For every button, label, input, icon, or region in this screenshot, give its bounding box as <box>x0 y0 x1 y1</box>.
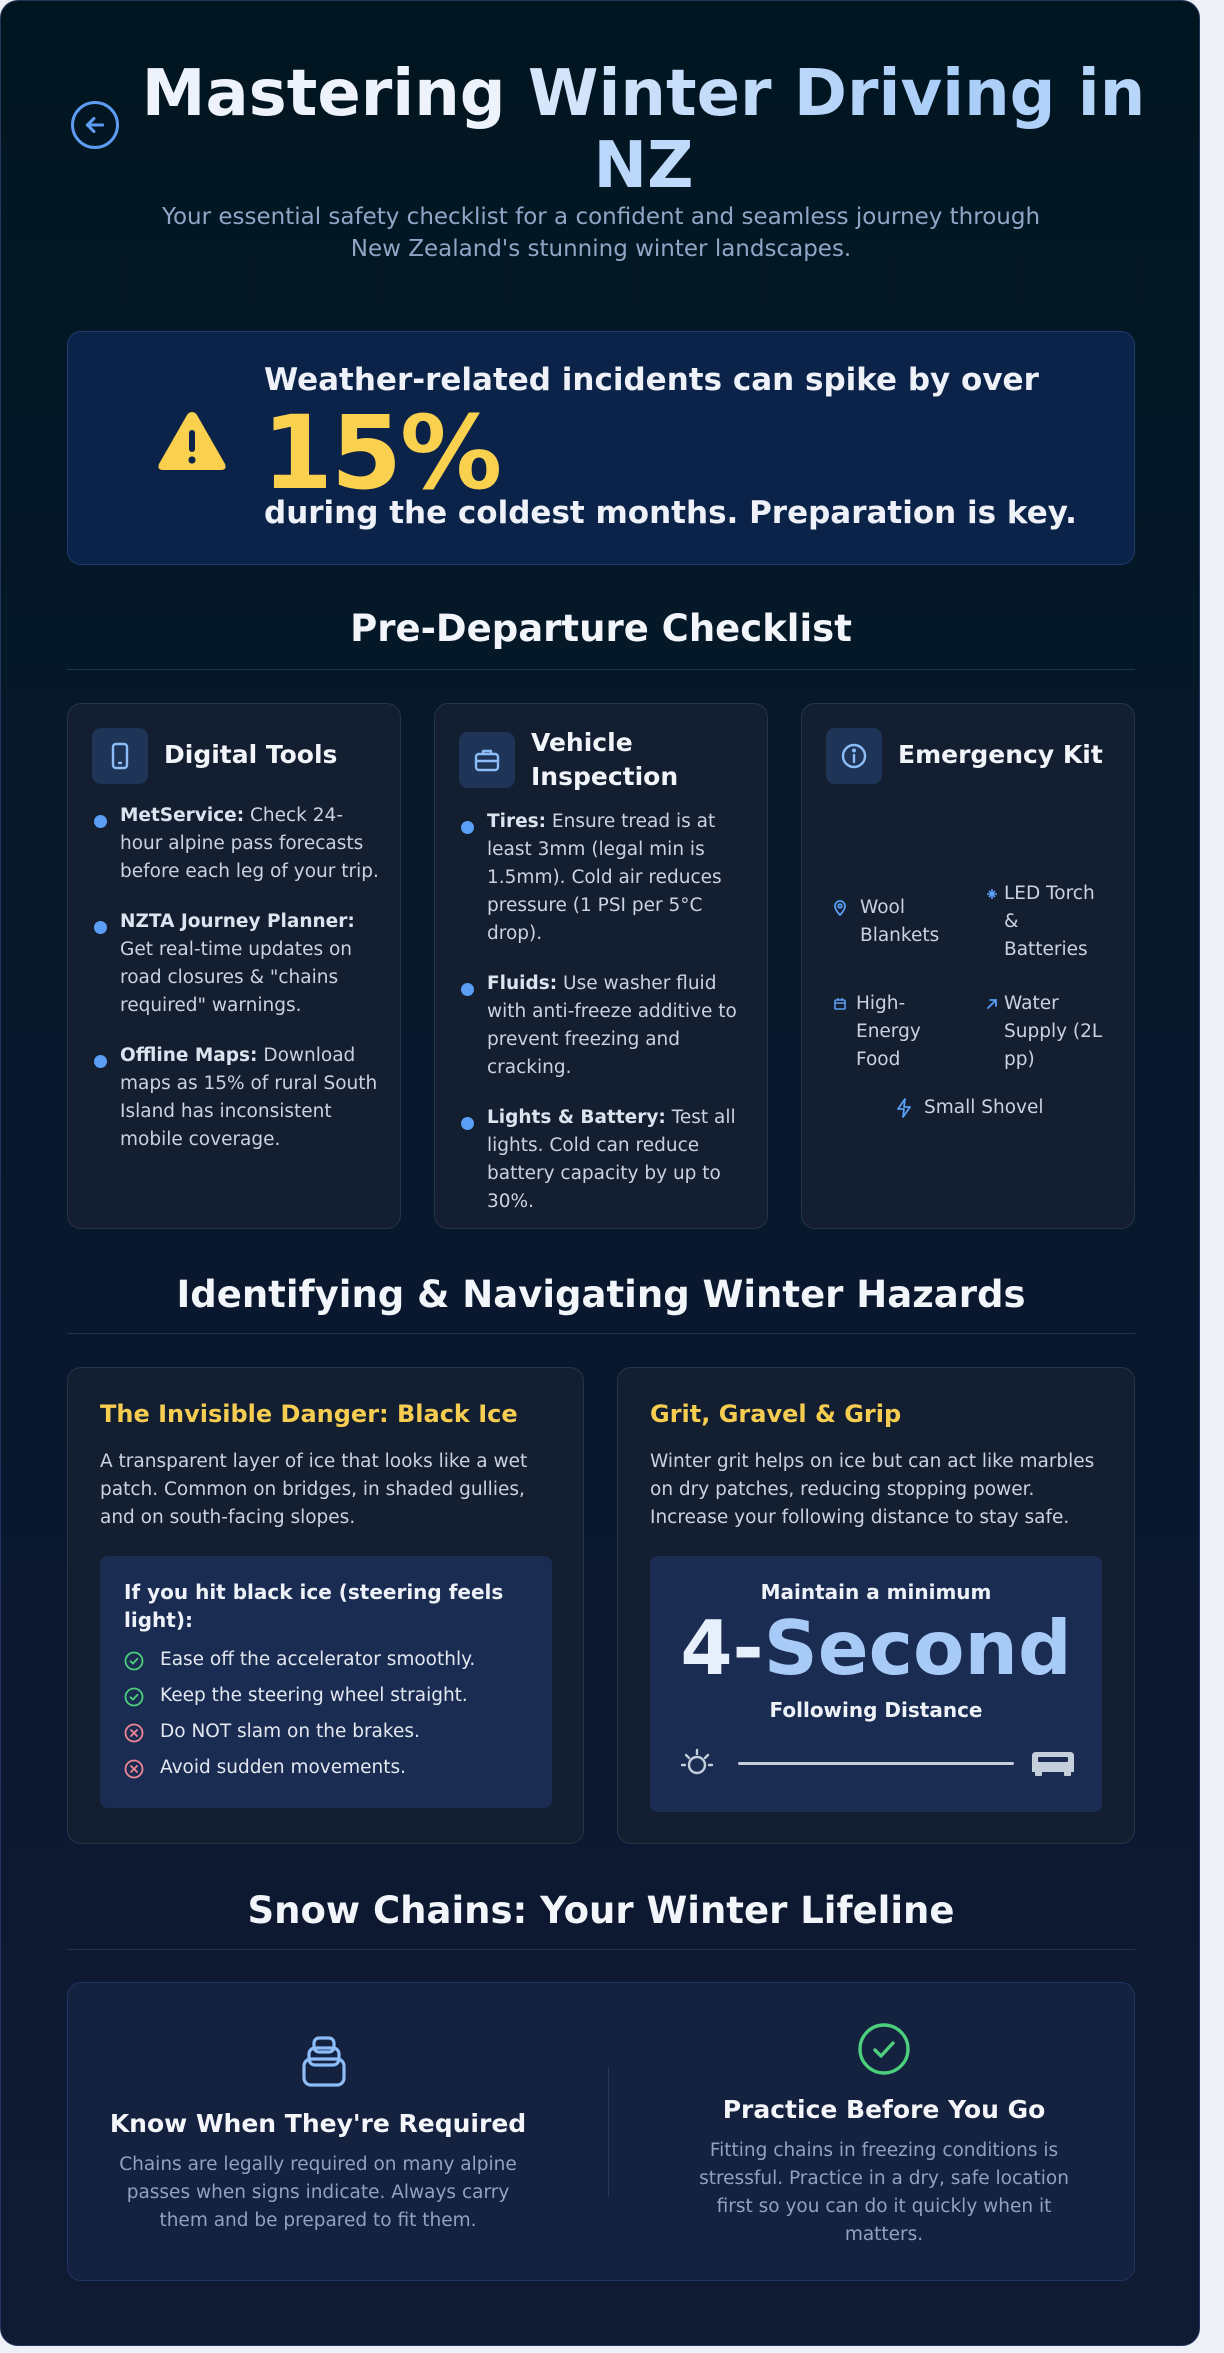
big-number: 4- <box>680 1604 764 1692</box>
black-ice-text: A transparent layer of ice that looks like a wet patch. Common on bridges, in shaded gullies, and on south-facing slopes. <box>100 1451 528 1528</box>
grit-title: Grit, Gravel & Grip <box>650 1400 902 1428</box>
sun-icon <box>680 1746 714 1780</box>
sparkle-icon <box>982 880 1002 908</box>
item-label: Fluids: <box>487 973 558 994</box>
item-text: Ensure tread is at least 3mm (legal min is 1.5mm). Cold air reduces pressure (1 PSI per 5°C drop). <box>487 811 722 944</box>
vehicle-inspection-title: Vehicle Inspection <box>531 728 679 791</box>
item-text: Test all lights. Cold can reduce battery capacity by up to 30%. <box>487 1107 736 1212</box>
divider <box>67 1949 1135 1950</box>
x-circle-icon <box>124 1723 144 1743</box>
kit-item-label: LED Torch & Batteries <box>1004 883 1095 960</box>
item-text: Download maps as 15% of rural South Island has inconsistent mobile coverage. <box>120 1045 378 1150</box>
list-item <box>92 1042 382 1154</box>
item-text: Use washer fluid with anti-freeze additive to prevent freezing and cracking. <box>487 973 737 1078</box>
distance-line <box>738 1762 1014 1765</box>
actions-title: If you hit black ice (steering feels light): <box>124 1580 504 1632</box>
action-text: Keep the steering wheel straight. <box>160 1685 468 1706</box>
list-item <box>92 908 382 1020</box>
item-label: Offline Maps: <box>120 1045 258 1066</box>
list-item <box>459 808 749 948</box>
list-item <box>92 802 382 886</box>
kit-item-label: Wool Blankets <box>860 897 940 946</box>
check-circle-icon <box>124 1687 144 1707</box>
item-label: MetService: <box>120 805 245 826</box>
check-circle-icon <box>124 1651 144 1671</box>
digital-tools-list <box>92 802 382 1176</box>
black-ice-title: The Invisible Danger: Black Ice <box>100 1400 518 1428</box>
black-ice-actions <box>100 1556 552 1808</box>
digital-tools-title: Digital Tools <box>164 740 338 769</box>
digital-tools-card <box>67 703 401 1229</box>
item-text: Get real-time updates on road closures & "chains required" warnings. <box>120 939 353 1016</box>
vehicle-inspection-card <box>434 703 768 1229</box>
hazards-title: Identifying & Navigating Winter Hazards <box>176 1273 1026 1316</box>
alert-line-3: during the coldest months. Preparation is key. <box>264 495 1077 531</box>
action-text: Ease off the accelerator smoothly. <box>160 1649 476 1670</box>
snow-chains-card <box>67 1982 1135 2281</box>
title-part-1: Mastering <box>141 57 528 131</box>
practice-title: Practice Before You Go <box>722 2095 1046 2124</box>
kit-item-label: Water Supply (2L pp) <box>1004 993 1103 1070</box>
chain-links-icon <box>296 2033 352 2089</box>
smartphone-icon <box>92 728 148 784</box>
action-text: Do NOT slam on the brakes. <box>160 1721 420 1742</box>
arrow-left-icon <box>82 112 108 138</box>
alert-stat: 15% <box>262 394 501 513</box>
four-second-rule <box>650 1604 1102 1692</box>
checklist-title: Pre-Departure Checklist <box>350 607 852 650</box>
kit-item-label: Small Shovel <box>924 1097 1044 1118</box>
warning-icon <box>156 408 228 474</box>
stat-alert-banner <box>67 331 1135 565</box>
practice-text: Fitting chains in freezing conditions is stressful. Practice in a dry, safe location first so you can do it quickly when it matters. <box>699 2140 1069 2245</box>
min-label: Maintain a minimum <box>760 1580 992 1604</box>
divider <box>67 1333 1135 1334</box>
info-icon <box>826 728 882 784</box>
following-label: Following Distance <box>769 1698 983 1722</box>
kit-item-label: High-Energy Food <box>856 993 921 1070</box>
vehicle-inspection-list <box>459 808 749 1238</box>
emergency-kit-card <box>801 703 1135 1229</box>
list-item <box>459 1104 749 1216</box>
column-divider <box>608 2067 609 2197</box>
lightning-icon <box>894 1094 914 1122</box>
food-icon <box>830 990 850 1018</box>
following-distance-box <box>650 1556 1102 1812</box>
back-button[interactable] <box>71 101 119 149</box>
check-circle-icon <box>856 2021 912 2077</box>
list-item <box>459 970 749 1082</box>
grit-text: Winter grit helps on ice but can act like marbles on dry patches, reducing stopping power. Increase your following distance to stay safe. <box>650 1451 1095 1528</box>
chains-required-text: Chains are legally required on many alpine passes when signs indicate. Always carry them and be prepared to fit them. <box>119 2154 517 2231</box>
map-pin-icon <box>830 894 850 922</box>
emergency-kit-title: Emergency Kit <box>898 740 1103 769</box>
item-label: Tires: <box>487 811 547 832</box>
black-ice-card <box>67 1367 584 1844</box>
page-subtitle: Your essential safety checklist for a confident and seamless journey through New Zealand's stunning winter landscapes. <box>161 204 1041 263</box>
car-icon <box>1030 1746 1076 1778</box>
x-circle-icon <box>124 1759 144 1779</box>
title-part-2: Winter Driving in NZ <box>527 57 1146 203</box>
item-text: Check 24-hour alpine pass forecasts before each leg of your trip. <box>120 805 379 882</box>
alert-line-1: Weather-related incidents can spike by over <box>264 362 1039 398</box>
item-label: NZTA Journey Planner: <box>120 911 355 932</box>
arrow-up-right-icon <box>982 990 1002 1018</box>
chains-title: Snow Chains: Your Winter Lifeline <box>247 1889 955 1932</box>
big-word: Second <box>763 1604 1072 1692</box>
grit-card <box>617 1367 1135 1844</box>
item-label: Lights & Battery: <box>487 1107 666 1128</box>
briefcase-icon <box>459 732 515 788</box>
divider <box>67 669 1135 670</box>
page-title <box>141 59 1146 202</box>
chains-required-title: Know When They're Required <box>109 2109 527 2138</box>
action-text: Avoid sudden movements. <box>160 1757 407 1778</box>
